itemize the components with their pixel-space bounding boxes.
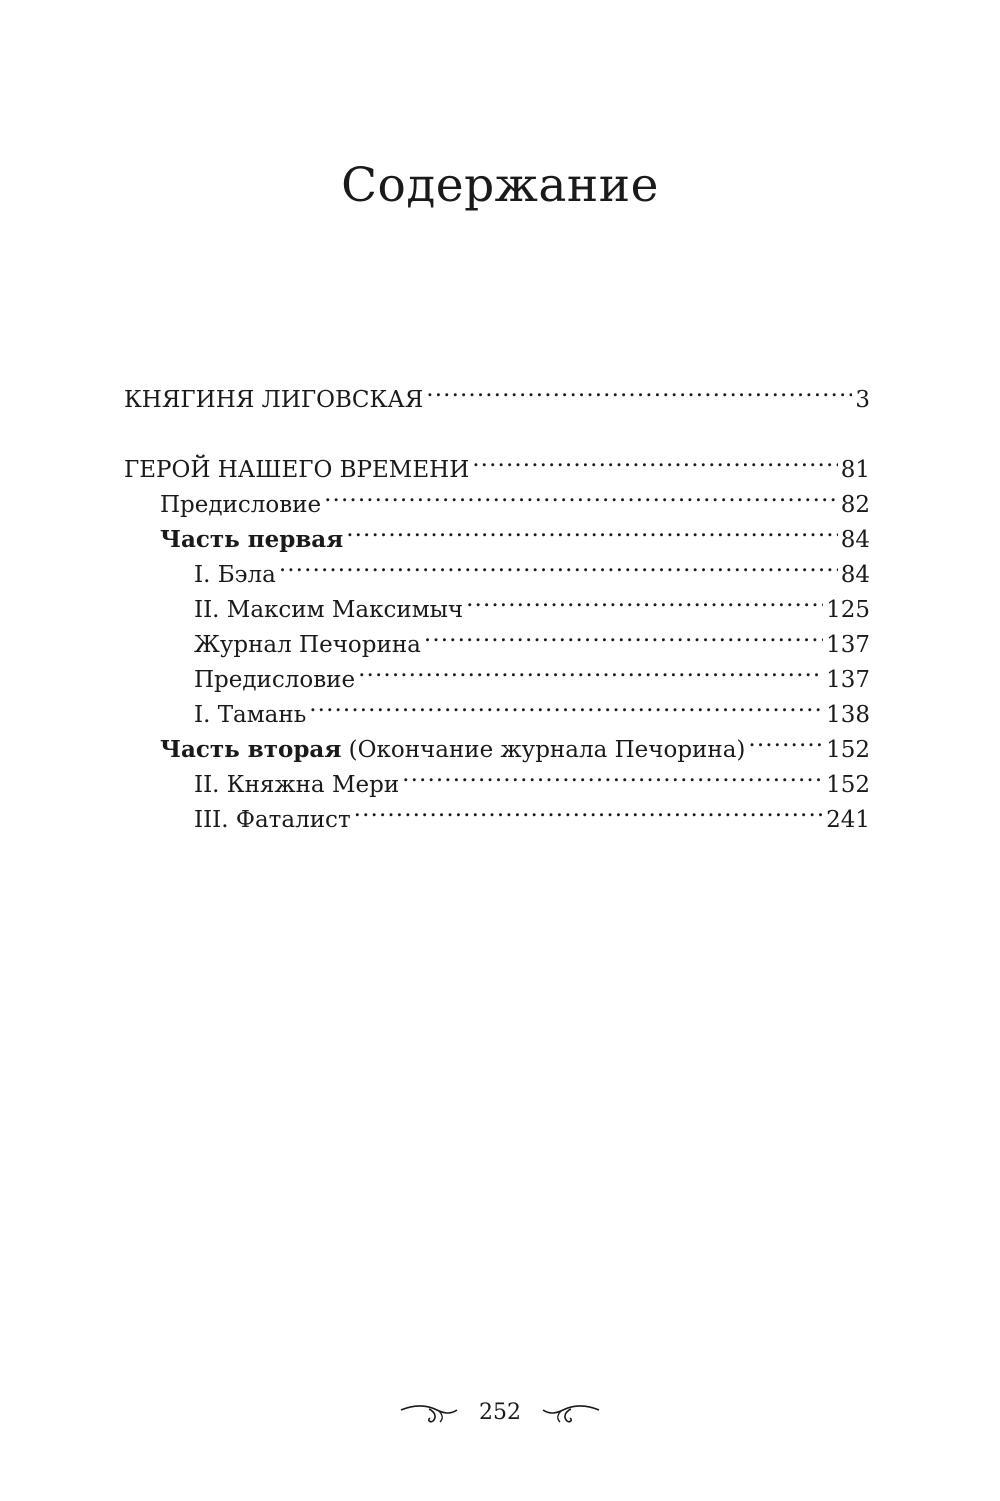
dot-leader (309, 687, 823, 722)
dot-leader (354, 792, 823, 827)
toc-entry-text: Журнал Печорина (194, 632, 421, 658)
page-number: 252 (479, 1400, 521, 1425)
dot-leader (358, 652, 823, 687)
toc-entry-text: I. Тамань (194, 702, 307, 728)
toc-entry-page: 3 (855, 387, 870, 413)
dot-leader (279, 547, 838, 582)
toc-entry-title (194, 698, 306, 733)
toc-entry-title (160, 488, 321, 523)
toc-entry-title (194, 593, 463, 628)
toc-entry-text: (Окончание журнала Печорина) (341, 737, 746, 763)
toc-entry-text: Предисловие (194, 667, 356, 693)
toc-entry-page: 82 (840, 492, 870, 518)
toc-entry-page: 137 (826, 632, 870, 658)
toc-entry-bold-title: Часть первая (160, 526, 344, 553)
toc-entry-page: 152 (826, 772, 870, 798)
toc-entry-text: II. Княжна Мери (194, 772, 400, 798)
toc-entry-page: 84 (840, 562, 870, 588)
toc-entry-text: Предисловие (160, 492, 322, 518)
page-title: Содержание (341, 158, 659, 213)
toc-entry-page: 81 (840, 457, 870, 483)
dot-leader (402, 757, 823, 792)
toc-entry-page: 138 (826, 702, 870, 728)
toc-entry-page: 241 (826, 807, 870, 833)
toc-entry-title (124, 383, 423, 418)
dot-leader (472, 442, 837, 477)
dot-leader (426, 372, 852, 407)
toc-entry-page: 152 (826, 737, 870, 763)
dot-leader (748, 722, 823, 757)
toc-entry-page: 125 (826, 597, 870, 623)
flourish-left-icon (399, 1401, 461, 1425)
table-of-contents (124, 372, 870, 833)
dot-leader (346, 512, 838, 547)
flourish-right-icon (539, 1401, 601, 1425)
toc-entry-text: II. Максим Максимыч (194, 597, 464, 623)
toc-entry-text: КНЯГИНЯ ЛИГОВСКАЯ (124, 387, 424, 413)
dot-leader (324, 477, 838, 512)
toc-entry-title (194, 558, 276, 593)
toc-entry[interactable] (124, 372, 870, 413)
toc-entry-page: 84 (840, 527, 870, 553)
toc-entry-bold-title: Часть вторая (160, 736, 342, 763)
toc-entry-text: III. Фаталист (194, 807, 351, 833)
page-footer (0, 1395, 1000, 1431)
toc-entry-page: 137 (826, 667, 870, 693)
toc-entry-text: I. Бэла (194, 562, 276, 588)
toc-entry-title (194, 803, 351, 838)
toc-entry-text: ГЕРОЙ НАШЕГО ВРЕМЕНИ (124, 457, 470, 483)
toc-entry[interactable] (124, 442, 870, 483)
dot-leader (424, 617, 823, 652)
dot-leader (466, 582, 823, 617)
